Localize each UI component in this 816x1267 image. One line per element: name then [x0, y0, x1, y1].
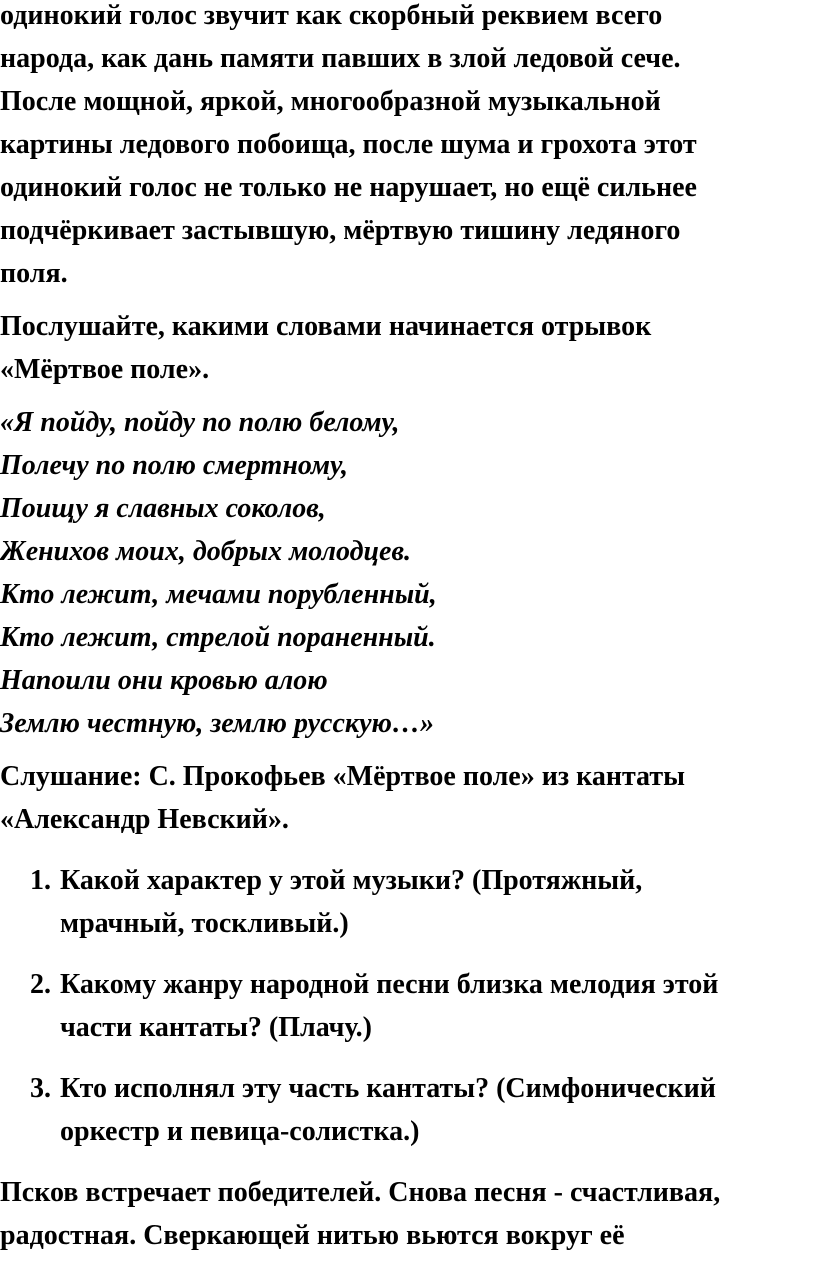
list-item-number: 2.: [30, 969, 51, 1000]
text-line: Слушание: С. Прокофьев «Мёртвое поле» из кантаты: [0, 761, 685, 792]
list-item-number: 1.: [30, 865, 51, 896]
poem-line: Кто лежит, мечами порубленный,: [0, 579, 437, 610]
text-line: поля.: [0, 258, 68, 289]
list-item-text: Какому жанру народной песни близка мелодия этой: [60, 969, 719, 1000]
text-line: одинокий голос звучит как скорбный реквием всего: [0, 0, 663, 31]
questions-list: [0, 859, 816, 1153]
list-item-text: Какой характер у этой музыки? (Протяжный,: [60, 865, 643, 896]
text-line: радостная. Сверкающей нитью вьются вокруг её: [0, 1220, 625, 1251]
text-line: Псков встречает победителей. Снова песня - счастливая,: [0, 1177, 721, 1208]
text-line: После мощной, яркой, многообразной музыкальной: [0, 86, 661, 117]
paragraph-requiem: [0, 0, 816, 295]
text-line: Послушайте, какими словами начинается отрывок: [0, 311, 652, 342]
list-item-text: Кто исполнял эту часть кантаты? (Симфонический: [60, 1073, 716, 1104]
paragraph-pskov: [0, 1171, 816, 1257]
list-item: [0, 859, 816, 945]
poem-line: «Я пойду, пойду по полю белому,: [0, 407, 400, 438]
list-item-text: оркестр и певица-солистка.): [60, 1116, 420, 1147]
poem-line: Землю честную, землю русскую…»: [0, 708, 434, 739]
poem-line: Поищу я славных соколов,: [0, 493, 326, 524]
text-line: «Александр Невский».: [0, 804, 289, 835]
poem-line: Кто лежит, стрелой пораненный.: [0, 622, 436, 653]
text-line: картины ледового побоища, после шума и грохота этот: [0, 129, 697, 160]
poem-line: Напоили они кровью алою: [0, 665, 328, 696]
list-item: [0, 1067, 816, 1153]
list-item: [0, 963, 816, 1049]
poem-line: Полечу по полю смертному,: [0, 450, 349, 481]
poem-quote: [0, 401, 816, 745]
poem-line: Женихов моих, добрых молодцев.: [0, 536, 411, 567]
paragraph-listening: [0, 755, 816, 841]
text-line: подчёркивает застывшую, мёртвую тишину ледяного: [0, 215, 681, 246]
list-item-text: мрачный, тоскливый.): [60, 908, 349, 939]
list-item-number: 3.: [30, 1073, 51, 1104]
text-line: «Мёртвое поле».: [0, 354, 210, 385]
text-line: народа, как дань памяти павших в злой ледовой сече.: [0, 43, 681, 74]
text-line: одинокий голос не только не нарушает, но ещё сильнее: [0, 172, 697, 203]
list-item-text: части кантаты? (Плачу.): [60, 1012, 372, 1043]
paragraph-listen-prompt: [0, 305, 816, 391]
